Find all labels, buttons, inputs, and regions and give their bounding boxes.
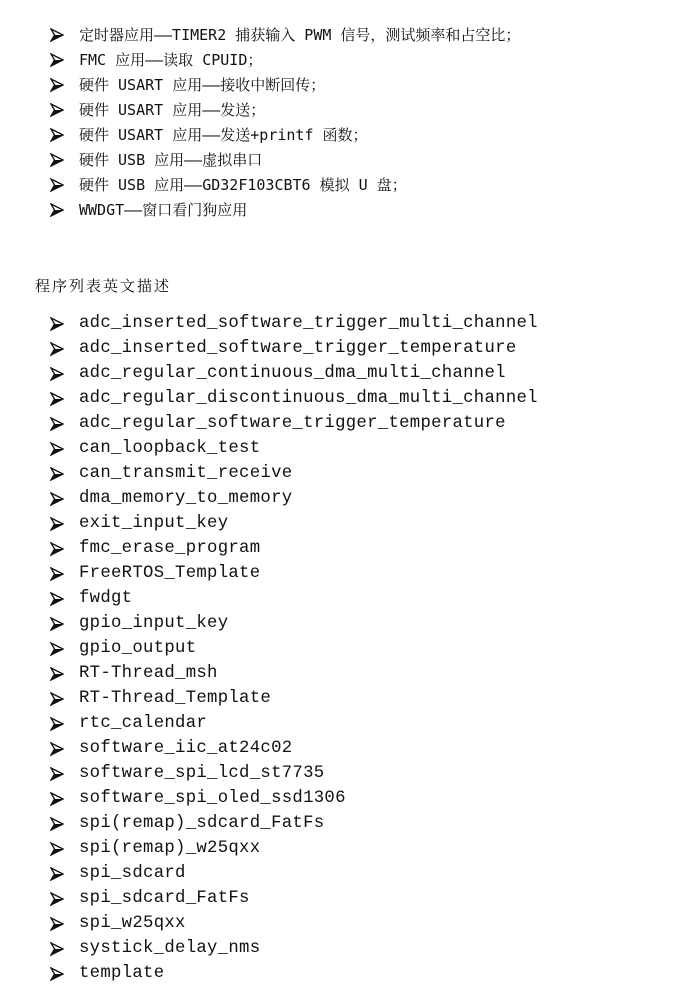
program-list-item — [50, 686, 538, 711]
program-list-item — [50, 511, 538, 536]
arrowhead-bullet-icon — [50, 842, 79, 856]
feature-list-item — [50, 147, 520, 172]
feature-list-item-text: 硬件 USART 应用——接收中断回传； — [79, 76, 326, 94]
arrowhead-bullet-icon — [50, 817, 79, 831]
program-list-item-text: systick_delay_nms — [79, 939, 261, 958]
program-list-item — [50, 836, 538, 861]
program-list-item — [50, 661, 538, 686]
program-list-item-text: adc_inserted_software_trigger_multi_channel — [79, 314, 538, 333]
program-list-item — [50, 736, 538, 761]
arrowhead-bullet-icon — [50, 342, 79, 356]
program-list — [50, 311, 538, 986]
program-list-item-text: gpio_input_key — [79, 614, 229, 633]
feature-list-item — [50, 197, 520, 222]
arrowhead-bullet-icon — [50, 367, 79, 381]
program-list-item — [50, 461, 538, 486]
program-list-item-text: fmc_erase_program — [79, 539, 261, 558]
arrowhead-bullet-icon — [50, 892, 79, 906]
feature-list-item-text: WWDGT——窗口看门狗应用 — [79, 201, 248, 219]
arrowhead-bullet-icon — [50, 742, 79, 756]
arrowhead-bullet-icon — [50, 417, 79, 431]
feature-list-item — [50, 172, 520, 197]
arrowhead-bullet-icon — [50, 467, 79, 481]
arrowhead-bullet-icon — [50, 792, 79, 806]
program-list-item-text: dma_memory_to_memory — [79, 489, 293, 508]
program-list-item-text: spi(remap)_sdcard_FatFs — [79, 814, 325, 833]
arrowhead-bullet-icon — [50, 153, 79, 167]
arrowhead-bullet-icon — [50, 592, 79, 606]
arrowhead-bullet-icon — [50, 867, 79, 881]
program-list-item — [50, 361, 538, 386]
program-list-item-text: FreeRTOS_Template — [79, 564, 261, 583]
feature-list-item-text: 硬件 USB 应用——GD32F103CBT6 模拟 U 盘； — [79, 176, 407, 194]
arrowhead-bullet-icon — [50, 642, 79, 656]
arrowhead-bullet-icon — [50, 567, 79, 581]
program-list-item — [50, 861, 538, 886]
program-list-item-text: exit_input_key — [79, 514, 229, 533]
program-list-item — [50, 761, 538, 786]
program-list-item — [50, 536, 538, 561]
program-list-item — [50, 561, 538, 586]
program-list-item-text: adc_regular_continuous_dma_multi_channel — [79, 364, 506, 383]
arrowhead-bullet-icon — [50, 717, 79, 731]
program-list-item-text: RT-Thread_msh — [79, 664, 218, 683]
program-list-item-text: software_spi_oled_ssd1306 — [79, 789, 346, 808]
program-list-item-text: rtc_calendar — [79, 714, 208, 733]
program-list-item — [50, 886, 538, 911]
arrowhead-bullet-icon — [50, 617, 79, 631]
feature-list-item — [50, 47, 520, 72]
program-list-item-text: spi_sdcard — [79, 864, 186, 883]
arrowhead-bullet-icon — [50, 967, 79, 981]
program-list-item-text: spi(remap)_w25qxx — [79, 839, 261, 858]
program-list-item-text: spi_w25qxx — [79, 914, 186, 933]
program-list-item-text: gpio_output — [79, 639, 197, 658]
arrowhead-bullet-icon — [50, 917, 79, 931]
arrowhead-bullet-icon — [50, 103, 79, 117]
arrowhead-bullet-icon — [50, 667, 79, 681]
arrowhead-bullet-icon — [50, 203, 79, 217]
arrowhead-bullet-icon — [50, 542, 79, 556]
program-list-item-text: fwdgt — [79, 589, 133, 608]
program-list-item — [50, 711, 538, 736]
arrowhead-bullet-icon — [50, 492, 79, 506]
feature-list-item — [50, 72, 520, 97]
program-list-item-text: spi_sdcard_FatFs — [79, 889, 250, 908]
section-heading: 程序列表英文描述 — [35, 277, 172, 295]
program-list-item — [50, 936, 538, 961]
program-list-item — [50, 611, 538, 636]
program-list-item-text: adc_regular_discontinuous_dma_multi_channel — [79, 389, 538, 408]
program-list-item — [50, 811, 538, 836]
arrowhead-bullet-icon — [50, 692, 79, 706]
program-list-item-text: adc_regular_software_trigger_temperature — [79, 414, 506, 433]
feature-list-item — [50, 122, 520, 147]
arrowhead-bullet-icon — [50, 317, 79, 331]
feature-list-item-text: 硬件 USART 应用——发送+printf 函数； — [79, 126, 368, 144]
arrowhead-bullet-icon — [50, 767, 79, 781]
program-list-item — [50, 386, 538, 411]
arrowhead-bullet-icon — [50, 517, 79, 531]
program-list-item — [50, 911, 538, 936]
program-list-item — [50, 436, 538, 461]
program-list-item — [50, 411, 538, 436]
program-list-item — [50, 311, 538, 336]
program-list-item — [50, 586, 538, 611]
feature-list-item-text: FMC 应用——读取 CPUID； — [79, 51, 263, 69]
program-list-item-text: RT-Thread_Template — [79, 689, 272, 708]
program-list-item — [50, 636, 538, 661]
arrowhead-bullet-icon — [50, 392, 79, 406]
arrowhead-bullet-icon — [50, 942, 79, 956]
program-list-item — [50, 336, 538, 361]
program-list-item-text: software_spi_lcd_st7735 — [79, 764, 325, 783]
feature-list-item-text: 硬件 USART 应用——发送； — [79, 101, 266, 119]
arrowhead-bullet-icon — [50, 442, 79, 456]
arrowhead-bullet-icon — [50, 53, 79, 67]
program-list-item-text: can_loopback_test — [79, 439, 261, 458]
arrowhead-bullet-icon — [50, 178, 79, 192]
program-list-item-text: adc_inserted_software_trigger_temperature — [79, 339, 517, 358]
feature-list-item — [50, 22, 520, 47]
feature-list — [50, 22, 520, 222]
feature-list-item — [50, 97, 520, 122]
program-list-item-text: template — [79, 964, 165, 983]
feature-list-item-text: 定时器应用——TIMER2 捕获输入 PWM 信号，测试频率和占空比； — [79, 26, 521, 44]
program-list-item — [50, 486, 538, 511]
feature-list-item-text: 硬件 USB 应用——虚拟串口 — [79, 151, 263, 169]
arrowhead-bullet-icon — [50, 128, 79, 142]
program-list-item-text: software_iic_at24c02 — [79, 739, 293, 758]
program-list-item — [50, 961, 538, 986]
arrowhead-bullet-icon — [50, 78, 79, 92]
program-list-item-text: can_transmit_receive — [79, 464, 293, 483]
arrowhead-bullet-icon — [50, 28, 79, 42]
program-list-item — [50, 786, 538, 811]
